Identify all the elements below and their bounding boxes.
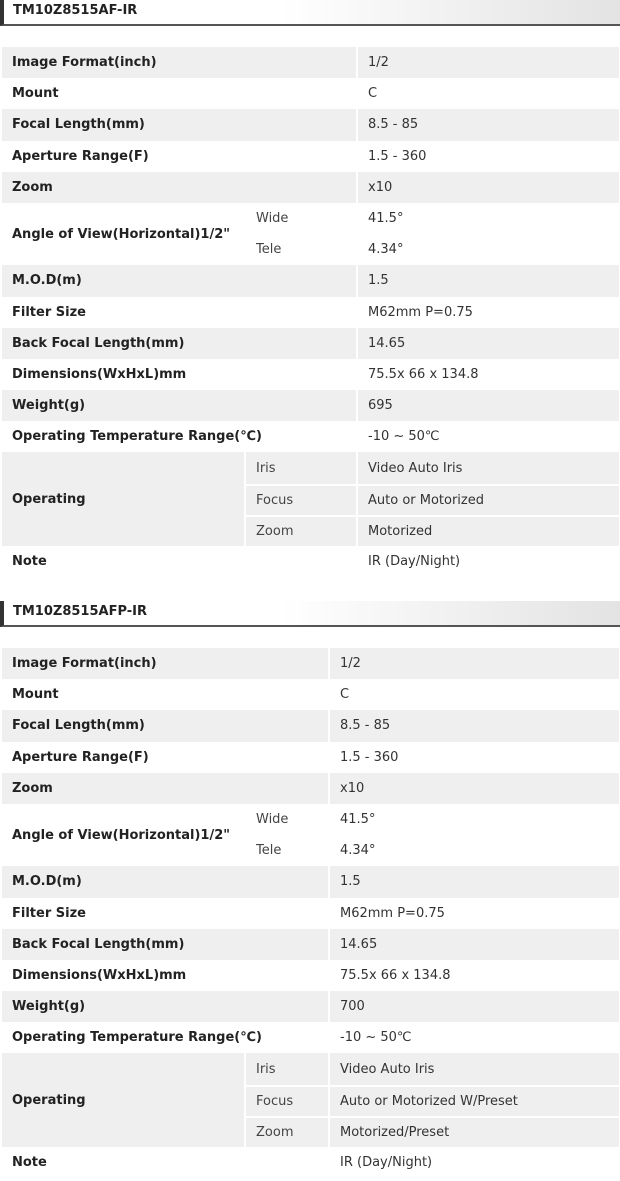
sublabel-iris: Iris — [244, 1053, 328, 1084]
row-focal-length — [2, 710, 619, 741]
value: 695 — [356, 390, 619, 421]
row-mod — [2, 866, 619, 897]
value: 14.65 — [328, 929, 619, 960]
row-mod — [2, 265, 619, 296]
value: C — [356, 78, 619, 109]
row-back-focal — [2, 929, 619, 960]
row-mount — [2, 679, 619, 710]
value: 8.5 - 85 — [356, 109, 619, 140]
row-zoom — [2, 773, 619, 804]
label: Operating — [2, 452, 244, 546]
row-weight — [2, 991, 619, 1022]
row-dimensions — [2, 359, 619, 390]
value: x10 — [356, 172, 619, 203]
value-focus: Auto or Motorized W/Preset — [328, 1085, 619, 1116]
value-wide: 41.5° — [328, 804, 619, 835]
sublabel-focus: Focus — [244, 484, 356, 515]
value-wide: 41.5° — [356, 203, 619, 234]
label: Back Focal Length(mm) — [2, 929, 328, 960]
value: x10 — [328, 773, 619, 804]
row-image-format — [2, 648, 619, 679]
row-temperature — [2, 421, 619, 452]
sublabel-tele: Tele — [244, 234, 356, 265]
label: Focal Length(mm) — [2, 109, 356, 140]
row-zoom — [2, 172, 619, 203]
sublabel-zoom: Zoom — [244, 1116, 328, 1147]
label: Mount — [12, 86, 59, 102]
value: IR (Day/Night) — [328, 1147, 619, 1178]
label: Dimensions(WxHxL)mm — [12, 967, 187, 983]
label: Angle of View(Horizontal)1/2" — [12, 226, 231, 242]
value: 1.5 - 360 — [328, 742, 619, 773]
sublabel-tele: Tele — [244, 835, 328, 866]
value-zoom: Motorized/Preset — [328, 1116, 619, 1147]
row-image-format — [2, 47, 619, 78]
row-operating-iris — [2, 452, 619, 483]
row-temperature — [2, 1022, 619, 1053]
value: 1.5 - 360 — [356, 141, 619, 172]
label: Weight(g) — [2, 991, 328, 1022]
label: M.O.D(m) — [2, 866, 328, 897]
value-zoom: Motorized — [356, 515, 619, 546]
label: Focal Length(mm) — [2, 710, 328, 741]
value: M62mm P=0.75 — [356, 297, 619, 328]
sublabel-wide: Wide — [244, 203, 356, 234]
spec-table-1 — [2, 47, 619, 577]
row-angle-wide — [2, 203, 619, 234]
label: Image Format(inch) — [2, 648, 328, 679]
label: Mount — [12, 687, 59, 703]
row-aperture — [2, 742, 619, 773]
label: Operating Temperature Range(℃) — [12, 1030, 262, 1046]
value: 14.65 — [356, 328, 619, 359]
row-focal-length — [2, 109, 619, 140]
spec-table-2 — [2, 648, 619, 1178]
value: IR (Day/Night) — [356, 546, 619, 577]
section-title: TM10Z8515AF-IR — [13, 3, 138, 18]
row-note — [2, 1147, 619, 1178]
value: 1/2 — [328, 648, 619, 679]
label: Operating — [2, 1053, 244, 1147]
value: -10 ~ 50℃ — [356, 421, 619, 452]
label: Operating Temperature Range(℃) — [12, 429, 262, 445]
section-header-1 — [0, 0, 620, 26]
label: Dimensions(WxHxL)mm — [12, 366, 187, 382]
row-aperture — [2, 141, 619, 172]
label: Image Format(inch) — [2, 47, 356, 78]
label: Aperture Range(F) — [12, 749, 149, 765]
value: 75.5x 66 x 134.8 — [328, 960, 619, 991]
label: Note — [12, 1155, 47, 1171]
sublabel-zoom: Zoom — [244, 515, 356, 546]
sublabel-focus: Focus — [244, 1085, 328, 1116]
row-mount — [2, 78, 619, 109]
row-dimensions — [2, 960, 619, 991]
row-angle-wide — [2, 804, 619, 835]
sublabel-wide: Wide — [244, 804, 328, 835]
value: 700 — [328, 991, 619, 1022]
label: Weight(g) — [2, 390, 356, 421]
value-iris: Video Auto Iris — [328, 1053, 619, 1084]
value: -10 ~ 50℃ — [328, 1022, 619, 1053]
value: 1/2 — [356, 47, 619, 78]
value-iris: Video Auto Iris — [356, 452, 619, 483]
row-note — [2, 546, 619, 577]
row-filter — [2, 297, 619, 328]
label: Back Focal Length(mm) — [2, 328, 356, 359]
section-header-2 — [0, 601, 620, 627]
label: Filter Size — [12, 304, 86, 320]
label: Angle of View(Horizontal)1/2" — [12, 827, 231, 843]
label: Filter Size — [12, 905, 86, 921]
label: Note — [12, 554, 47, 570]
value: 75.5x 66 x 134.8 — [356, 359, 619, 390]
value: 1.5 — [328, 866, 619, 897]
value: M62mm P=0.75 — [328, 898, 619, 929]
label: Zoom — [2, 172, 356, 203]
row-back-focal — [2, 328, 619, 359]
value-tele: 4.34° — [328, 835, 619, 866]
value: C — [328, 679, 619, 710]
row-filter — [2, 898, 619, 929]
row-operating-iris — [2, 1053, 619, 1084]
value-tele: 4.34° — [356, 234, 619, 265]
section-title: TM10Z8515AFP-IR — [13, 604, 147, 619]
value: 1.5 — [356, 265, 619, 296]
row-weight — [2, 390, 619, 421]
value: 8.5 - 85 — [328, 710, 619, 741]
value-focus: Auto or Motorized — [356, 484, 619, 515]
label: M.O.D(m) — [2, 265, 356, 296]
label: Zoom — [2, 773, 328, 804]
label: Aperture Range(F) — [12, 148, 149, 164]
sublabel-iris: Iris — [244, 452, 356, 483]
